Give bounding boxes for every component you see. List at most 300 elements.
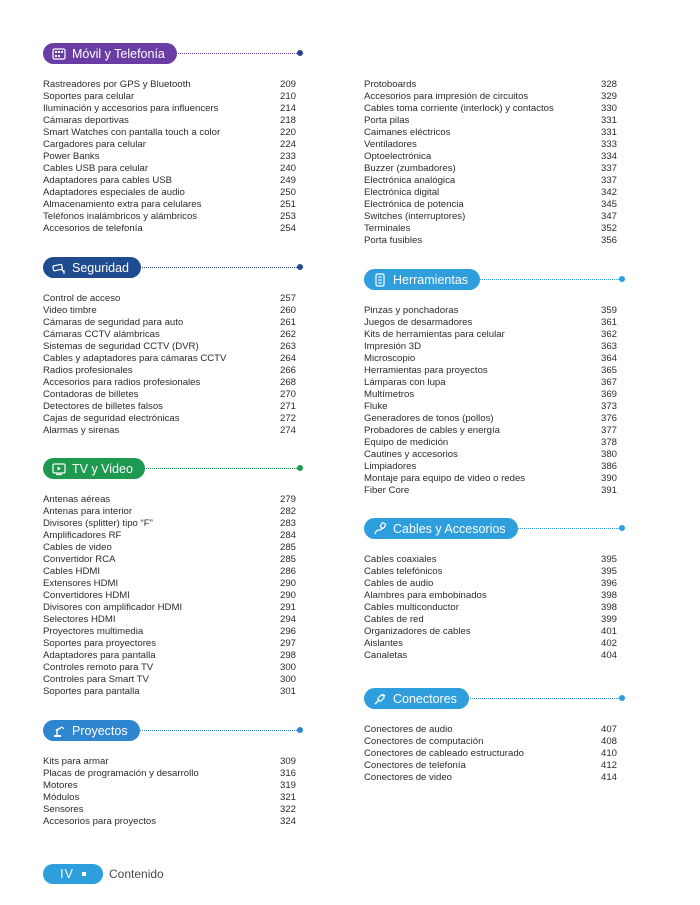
toc-entry	[364, 638, 617, 650]
toc-entry	[43, 139, 296, 151]
toc-entry	[364, 305, 617, 317]
entry-page-number: 279	[279, 494, 296, 505]
entry-label: Cautines y accesorios	[364, 449, 458, 460]
toc-entry	[364, 341, 617, 353]
entry-label: Caimanes eléctricos	[364, 127, 451, 138]
dotted-divider	[470, 698, 619, 699]
toc-entry	[43, 518, 296, 530]
entry-label: Protoboards	[364, 79, 417, 90]
toc-entry	[364, 772, 617, 784]
toc-entry	[43, 377, 296, 389]
entry-label: Sensores	[43, 804, 84, 815]
entry-label: Adaptadores para pantalla	[43, 650, 156, 661]
toc-entry	[364, 578, 617, 590]
entry-page-number: 220	[279, 127, 296, 138]
entry-label: Porta pilas	[364, 115, 410, 126]
entry-label: Organizadores de cables	[364, 626, 471, 637]
entry-label: Accesorios para impresión de circuitos	[364, 91, 529, 102]
robot-arm-icon	[51, 723, 66, 738]
entry-page-number: 260	[279, 305, 296, 316]
entry-label: Teléfonos inalámbricos y alámbricos	[43, 211, 198, 222]
toc-entry	[43, 425, 296, 437]
entry-page-number: 398	[600, 602, 617, 613]
toc-entry	[43, 401, 296, 413]
dotted-divider	[477, 279, 619, 280]
entry-page-number: 345	[600, 199, 617, 210]
entry-page-number: 391	[600, 485, 617, 496]
entry-label: Cables HDMI	[43, 566, 101, 577]
entry-label: Selectores HDMI	[43, 614, 116, 625]
entry-page-number: 253	[279, 211, 296, 222]
toc-entry	[43, 650, 296, 662]
entry-label: Cables de video	[43, 542, 112, 553]
toc-entry	[364, 760, 617, 772]
entry-page-number: 257	[279, 293, 296, 304]
toc-entry	[43, 211, 296, 223]
entry-label: Electrónica digital	[364, 187, 440, 198]
entry-label: Conectores de cableado estructurado	[364, 748, 524, 759]
entry-page-number: 300	[279, 662, 296, 673]
entry-label: Convertidores HDMI	[43, 590, 130, 601]
entry-label: Conectores de computación	[364, 736, 484, 747]
entry-page-number: 250	[279, 187, 296, 198]
toc-entry	[364, 79, 617, 91]
divider-end-dot	[619, 695, 625, 701]
entry-label: Equipo de medición	[364, 437, 449, 448]
entry-label: Módulos	[43, 792, 80, 803]
toc-entry	[364, 151, 617, 163]
entry-label: Generadores de tonos (pollos)	[364, 413, 494, 424]
section-pill	[43, 257, 141, 278]
entry-page-number: 356	[600, 235, 617, 246]
entry-page-number: 210	[279, 91, 296, 102]
item-list	[364, 79, 617, 247]
section-title: Proyectos	[72, 723, 128, 738]
entry-page-number: 377	[600, 425, 617, 436]
toc-entry	[43, 578, 296, 590]
entry-label: Cables de red	[364, 614, 424, 625]
toc-entry	[364, 401, 617, 413]
toc-entry	[43, 614, 296, 626]
toc-entry	[364, 602, 617, 614]
entry-label: Microscopio	[364, 353, 416, 364]
entry-page-number: 362	[600, 329, 617, 340]
entry-page-number: 386	[600, 461, 617, 472]
entry-label: Soportes para proyectores	[43, 638, 157, 649]
entry-label: Cajas de seguridad electrónicas	[43, 413, 180, 424]
entry-page-number: 254	[279, 223, 296, 234]
entry-label: Conectores de audio	[364, 724, 453, 735]
toc-entry	[364, 413, 617, 425]
entry-label: Soportes para pantalla	[43, 686, 140, 697]
section-header	[43, 720, 300, 741]
square-bullet-icon	[82, 872, 86, 876]
entry-page-number: 333	[600, 139, 617, 150]
entry-page-number: 373	[600, 401, 617, 412]
entry-page-number: 378	[600, 437, 617, 448]
section-movil-telefonia	[43, 43, 300, 234]
entry-page-number: 401	[600, 626, 617, 637]
section-title: Cables y Accesorios	[393, 521, 506, 536]
entry-label: Antenas aéreas	[43, 494, 111, 505]
section-cables-accesorios	[364, 518, 625, 661]
entry-page-number: 337	[600, 163, 617, 174]
entry-label: Limpiadores	[364, 461, 417, 472]
toc-entry	[364, 748, 617, 760]
entry-label: Lámparas con lupa	[364, 377, 446, 388]
toc-entry	[364, 566, 617, 578]
toc-entry	[364, 554, 617, 566]
toc-entry	[43, 602, 296, 614]
item-list	[43, 494, 296, 698]
entry-label: Video timbre	[43, 305, 97, 316]
entry-page-number: 283	[279, 518, 296, 529]
entry-label: Pinzas y ponchadoras	[364, 305, 459, 316]
divider-end-dot	[297, 465, 303, 471]
entry-page-number: 294	[279, 614, 296, 625]
entry-page-number: 285	[279, 542, 296, 553]
entry-page-number: 263	[279, 341, 296, 352]
entry-label: Conectores de video	[364, 772, 452, 783]
entry-page-number: 369	[600, 389, 617, 400]
toc-entry	[43, 674, 296, 686]
section-pill	[364, 688, 469, 709]
toc-entry	[364, 187, 617, 199]
entry-page-number: 331	[600, 127, 617, 138]
toc-entry	[43, 187, 296, 199]
entry-label: Buzzer (zumbadores)	[364, 163, 456, 174]
entry-label: Fluke	[364, 401, 388, 412]
entry-label: Power Banks	[43, 151, 100, 162]
entry-page-number: 286	[279, 566, 296, 577]
toc-entry	[364, 139, 617, 151]
toc-entry	[43, 413, 296, 425]
entry-label: Extensores HDMI	[43, 578, 119, 589]
toc-entry	[364, 175, 617, 187]
entry-label: Cámaras deportivas	[43, 115, 129, 126]
entry-page-number: 322	[279, 804, 296, 815]
entry-page-number: 240	[279, 163, 296, 174]
toc-entry	[43, 638, 296, 650]
dotted-divider	[138, 267, 297, 268]
section-title: Herramientas	[393, 272, 469, 287]
connector-icon	[372, 691, 387, 706]
entry-page-number: 395	[600, 554, 617, 565]
entry-page-number: 396	[600, 578, 617, 589]
entry-label: Impresión 3D	[364, 341, 422, 352]
toc-entry	[364, 353, 617, 365]
toc-entry	[364, 650, 617, 662]
entry-label: Almacenamiento extra para celulares	[43, 199, 202, 210]
entry-page-number: 412	[600, 760, 617, 771]
section-title: TV y Video	[72, 461, 133, 476]
entry-label: Sistemas de seguridad CCTV (DVR)	[43, 341, 199, 352]
entry-label: Electrónica de potencia	[364, 199, 464, 210]
entry-label: Divisores (splitter) tipo “F”	[43, 518, 153, 529]
toc-entry	[364, 590, 617, 602]
entry-label: Cables toma corriente (interlock) y contactos	[364, 103, 554, 114]
entry-label: Cables de audio	[364, 578, 434, 589]
entry-label: Control de acceso	[43, 293, 121, 304]
entry-page-number: 296	[279, 626, 296, 637]
entry-page-number: 380	[600, 449, 617, 460]
dotted-divider	[170, 53, 297, 54]
toc-entry	[43, 542, 296, 554]
entry-label: Electrónica analógica	[364, 175, 456, 186]
divider-end-dot	[297, 264, 303, 270]
toc-entry	[364, 614, 617, 626]
toc-entry	[364, 736, 617, 748]
page-footer	[43, 864, 164, 884]
entry-page-number: 249	[279, 175, 296, 186]
toc-entry	[364, 317, 617, 329]
toc-entry	[43, 175, 296, 187]
entry-page-number: 261	[279, 317, 296, 328]
toc-entry	[364, 103, 617, 115]
entry-label: Switches (interruptores)	[364, 211, 466, 222]
entry-page-number: 321	[279, 792, 296, 803]
divider-end-dot	[297, 50, 303, 56]
entry-page-number: 376	[600, 413, 617, 424]
section-header	[364, 518, 625, 539]
toc-entry	[364, 91, 617, 103]
item-list	[364, 305, 617, 497]
entry-page-number: 342	[600, 187, 617, 198]
entry-page-number: 284	[279, 530, 296, 541]
section-pill	[43, 458, 145, 479]
entry-page-number: 407	[600, 724, 617, 735]
section-seguridad	[43, 257, 300, 436]
toc-entry	[43, 293, 296, 305]
entry-page-number: 218	[279, 115, 296, 126]
entry-page-number: 352	[600, 223, 617, 234]
entry-page-number: 301	[279, 686, 296, 697]
toc-entry	[43, 79, 296, 91]
entry-page-number: 272	[279, 413, 296, 424]
entry-label: Alambres para embobinados	[364, 590, 487, 601]
dotted-divider	[510, 528, 619, 529]
entry-label: Cargadores para celular	[43, 139, 146, 150]
section-pill	[364, 269, 480, 290]
entry-label: Kits de herramientas para celular	[364, 329, 505, 340]
entry-label: Motores	[43, 780, 78, 791]
entry-label: Herramientas para proyectos	[364, 365, 488, 376]
toc-entry	[43, 127, 296, 139]
item-list	[43, 79, 296, 235]
entry-page-number: 395	[600, 566, 617, 577]
entry-page-number: 282	[279, 506, 296, 517]
toc-entry	[43, 353, 296, 365]
entry-page-number: 270	[279, 389, 296, 400]
entry-page-number: 367	[600, 377, 617, 388]
toolbox-icon	[372, 272, 387, 287]
entry-page-number: 390	[600, 473, 617, 484]
entry-page-number: 297	[279, 638, 296, 649]
toc-entry	[364, 199, 617, 211]
entry-page-number: 290	[279, 578, 296, 589]
toc-entry	[43, 686, 296, 698]
entry-page-number: 404	[600, 650, 617, 661]
entry-label: Montaje para equipo de video o redes	[364, 473, 526, 484]
toc-entry	[43, 329, 296, 341]
toc-entry	[364, 127, 617, 139]
section-header	[364, 269, 625, 290]
toc-entry	[364, 724, 617, 736]
toc-entry	[43, 530, 296, 542]
page-number-badge	[43, 864, 103, 884]
entry-label: Rastreadores por GPS y Bluetooth	[43, 79, 191, 90]
entry-label: Iluminación y accesorios para influencers	[43, 103, 219, 114]
toc-entry	[43, 590, 296, 602]
footer-label: Contenido	[109, 867, 164, 881]
toc-entry	[43, 103, 296, 115]
entry-page-number: 309	[279, 756, 296, 767]
entry-label: Cables telefónicos	[364, 566, 443, 577]
entry-label: Cables multiconductor	[364, 602, 459, 613]
entry-label: Cámaras de seguridad para auto	[43, 317, 184, 328]
entry-page-number: 298	[279, 650, 296, 661]
entry-label: Accesorios de telefonía	[43, 223, 143, 234]
entry-label: Porta fusibles	[364, 235, 423, 246]
entry-page-number: 324	[279, 816, 296, 827]
toc-entry	[43, 804, 296, 816]
toc-entry	[43, 506, 296, 518]
entry-page-number: 262	[279, 329, 296, 340]
entry-label: Accesorios para radios profesionales	[43, 377, 201, 388]
toc-entry	[43, 365, 296, 377]
toc-entry	[43, 199, 296, 211]
toc-entry	[43, 554, 296, 566]
toc-entry	[364, 437, 617, 449]
toc-entry	[43, 151, 296, 163]
entry-label: Adaptadores para cables USB	[43, 175, 173, 186]
entry-page-number: 365	[600, 365, 617, 376]
entry-page-number: 329	[600, 91, 617, 102]
entry-label: Multímetros	[364, 389, 415, 400]
divider-end-dot	[297, 727, 303, 733]
entry-label: Divisores con amplificador HDMI	[43, 602, 183, 613]
toc-entry	[43, 163, 296, 175]
entry-label: Smart Watches con pantalla touch a color	[43, 127, 221, 138]
section-proyectos	[43, 720, 300, 827]
entry-label: Accesorios para proyectos	[43, 816, 157, 827]
entry-page-number: 233	[279, 151, 296, 162]
toc-entry	[43, 566, 296, 578]
section-header	[43, 458, 300, 479]
toc-entry	[364, 377, 617, 389]
toc-entry	[364, 449, 617, 461]
toc-entry	[364, 389, 617, 401]
toc-entry	[364, 223, 617, 235]
tv-play-icon	[51, 461, 66, 476]
entry-page-number: 224	[279, 139, 296, 150]
entry-page-number: 290	[279, 590, 296, 601]
entry-label: Cámaras CCTV alámbricas	[43, 329, 160, 340]
toc-entry	[43, 816, 296, 828]
entry-label: Amplificadores RF	[43, 530, 122, 541]
dotted-divider	[137, 730, 297, 731]
entry-label: Adaptadores especiales de audio	[43, 187, 185, 198]
entry-page-number: 402	[600, 638, 617, 649]
toc-entry	[364, 365, 617, 377]
entry-page-number: 328	[600, 79, 617, 90]
entry-page-number: 410	[600, 748, 617, 759]
toc-entry	[364, 485, 617, 497]
entry-label: Probadores de cables y energía	[364, 425, 500, 436]
cable-plug-icon	[372, 521, 387, 536]
divider-end-dot	[619, 525, 625, 531]
toc-entry	[43, 780, 296, 792]
toc-entry	[43, 662, 296, 674]
toc-entry	[43, 115, 296, 127]
page-number: IV	[60, 867, 74, 881]
entry-label: Fiber Core	[364, 485, 410, 496]
security-camera-icon	[51, 260, 66, 275]
item-list	[43, 293, 296, 437]
toc-entry	[43, 626, 296, 638]
section-header	[364, 688, 625, 709]
entry-label: Contadoras de billetes	[43, 389, 139, 400]
toc-entry	[364, 425, 617, 437]
entry-label: Cables coaxiales	[364, 554, 437, 565]
entry-label: Alarmas y sirenas	[43, 425, 120, 436]
section-herramientas	[364, 269, 625, 496]
entry-page-number: 268	[279, 377, 296, 388]
entry-page-number: 363	[600, 341, 617, 352]
entry-label: Cables y adaptadores para cámaras CCTV	[43, 353, 227, 364]
entry-label: Placas de programación y desarrollo	[43, 768, 199, 779]
entry-label: Canaletas	[364, 650, 408, 661]
entry-label: Ventiladores	[364, 139, 417, 150]
toc-entry	[364, 626, 617, 638]
toc-entry	[43, 305, 296, 317]
item-list	[364, 724, 617, 784]
entry-page-number: 359	[600, 305, 617, 316]
entry-label: Soportes para celular	[43, 91, 135, 102]
entry-page-number: 316	[279, 768, 296, 779]
entry-page-number: 266	[279, 365, 296, 376]
toc-entry	[43, 756, 296, 768]
toc-entry	[364, 163, 617, 175]
entry-page-number: 347	[600, 211, 617, 222]
toc-entry	[364, 115, 617, 127]
section-title: Conectores	[393, 691, 457, 706]
entry-page-number: 361	[600, 317, 617, 328]
entry-page-number: 300	[279, 674, 296, 685]
entry-page-number: 285	[279, 554, 296, 565]
entry-page-number: 274	[279, 425, 296, 436]
dotted-divider	[139, 468, 297, 469]
section-header	[43, 257, 300, 278]
entry-page-number: 337	[600, 175, 617, 186]
entry-page-number: 331	[600, 115, 617, 126]
toc-entry	[43, 91, 296, 103]
entry-label: Conectores de telefonía	[364, 760, 466, 771]
entry-page-number: 399	[600, 614, 617, 625]
entry-label: Cables USB para celular	[43, 163, 149, 174]
entry-label: Convertidor RCA	[43, 554, 116, 565]
toc-entry	[364, 461, 617, 473]
entry-page-number: 414	[600, 772, 617, 783]
entry-page-number: 271	[279, 401, 296, 412]
toc-entry	[43, 317, 296, 329]
entry-label: Aislantes	[364, 638, 403, 649]
entry-label: Juegos de desarmadores	[364, 317, 473, 328]
entry-page-number: 251	[279, 199, 296, 210]
toc-entry	[364, 329, 617, 341]
entry-label: Antenas para interior	[43, 506, 133, 517]
entry-label: Controles para Smart TV	[43, 674, 149, 685]
